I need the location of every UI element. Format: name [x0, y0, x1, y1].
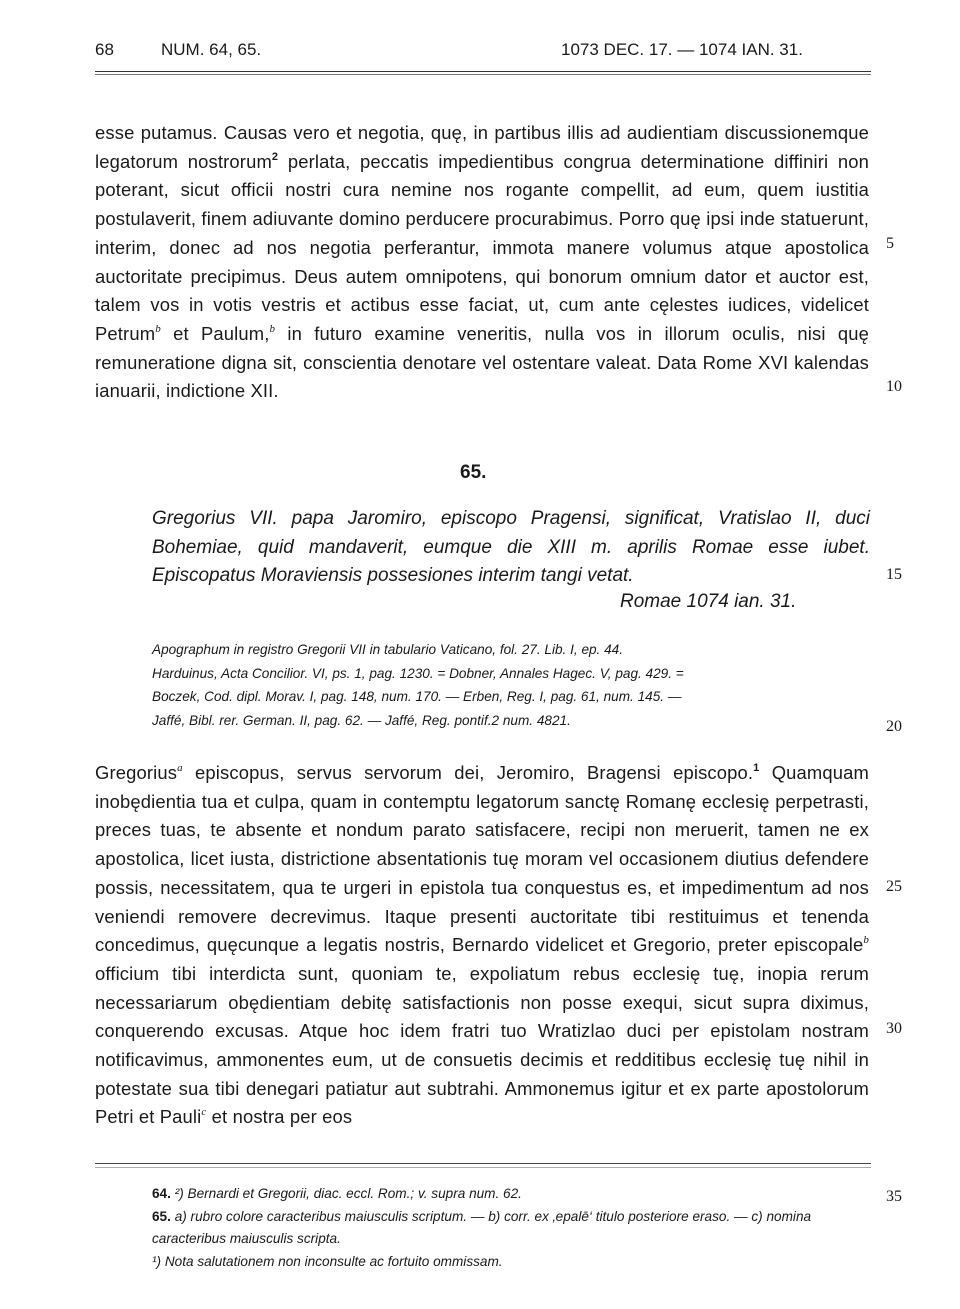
source-manuscript: Apographum in registro Gregorii VII in tabulario Vaticano, fol. 27. Lib. I, ep. 44. [152, 642, 624, 657]
text-run: Gregorius [95, 762, 178, 783]
footnote-marker: a [177, 762, 183, 774]
footnote-rule [95, 1163, 871, 1164]
note-marker: 1 [753, 762, 760, 774]
footnote-64 [152, 1183, 870, 1206]
footnote-marker: c [201, 1106, 207, 1119]
footnote-number: 65. [152, 1208, 171, 1224]
source-editions-line: Jaffé, Bibl. rer. German. II, pag. 62. — Jaffé, Reg. pontif.2 num. 4821. [152, 713, 571, 729]
line-number: 10 [886, 378, 902, 395]
text-run: Quamquam inobędientia tua et culpa, quam in contemptu legatorum sanctę Romanę ecclesię perpetrasti, preces tuas, te absente et nondum parato satisfacere, recipi non meruerit, tamen ne ex apostolica, licet iusta, districtione absentationis tuę moram vel occasionem diutius defendere possis, necessitatem, qua te urgeri in epistola tua conquestus es, et impedimentum ad nos veniendi removere decrevimus. Itaque presenti auctoritate tibi restituimus et tenenda concedimus, quęcunque a legatis nostris, Bernardo videlicet et Gregorio, preter episcopale [95, 762, 870, 956]
running-header [95, 40, 871, 66]
line-number: 15 [886, 566, 902, 583]
footnote-rule-double [95, 1167, 871, 1168]
footnote-note-1 [152, 1251, 870, 1274]
footnote-marker: b [155, 322, 161, 335]
header-date-range: 1073 DEC. 17. — 1074 IAN. 31. [561, 40, 803, 59]
footnote-text: ¹) Nota salutationem non inconsulte ac fortuito ommissam. [152, 1253, 503, 1269]
text-run: perlata, peccatis impedientibus congrua determinatione diffiniri non poterant, sicut officii nostri cura nemine nos rogante compellit, ad eum, quem iustitia postulaverit, finem adiuvante domino perducere procurabimus. Porro quę ipsi inde statuerunt, interim, donec ad nos negotia perferantur, immota manere volumus atque apostolica auctoritate precipimus. Deus autem omnipotens, qui bonorum omnium dator et auctor est, talem vos in votis vestris et actibus esse faciat, ut, cum ante cęlestes iudices, videlicet Petrum [95, 150, 869, 344]
text-run: et nostra per eos [206, 1106, 353, 1128]
source-editions-line: Boczek, Cod. dipl. Morav. I, pag. 148, num. 170. — Erben, Reg. I, pag. 61, num. 145. — [152, 689, 682, 705]
footnote-marker: b [269, 322, 276, 335]
line-number: 5 [886, 235, 894, 252]
letter-65-text [95, 759, 869, 1132]
footnote-text: ²) Bernardi et Gregorii, diac. eccl. Rom.; v. supra num. 62. [174, 1186, 522, 1201]
footnotes [152, 1183, 870, 1273]
regest-date: Romae 1074 ian. 31. [620, 591, 797, 612]
text-run: episcopus, servus servorum dei, Jeromiro, Bragensi episcopo. [182, 762, 754, 783]
footnote-text: a) rubro colore caracteribus maiusculis scriptum. — b) corr. ex ‚epalē‘ titulo posteriore eraso. — c) nomina caracteribus maiusculis scripta. [152, 1208, 812, 1246]
letter-64-ending [95, 119, 869, 406]
text-run: esse putamus. Causas vero et negotia, quę, in partibus illis ad audientiam discussionemque legatorum nostrorum [95, 122, 869, 172]
footnote-65 [152, 1206, 870, 1251]
line-number: 35 [886, 1188, 902, 1205]
document-number: 65. [460, 462, 487, 483]
line-number: 30 [886, 1020, 902, 1037]
header-rule-double [95, 74, 871, 75]
header-rule [95, 71, 871, 72]
regest-summary: Gregorius VII. papa Jaromiro, episcopo Pragensi, significat, Vratislao II, duci Bohemiae, quid mandaverit, eumque die XIII m. aprilis Romae esse iubet. Episcopatus Moraviensis possesiones interim tangi vetat. [152, 508, 870, 586]
source-editions-line: Harduinus, Acta Concilior. VI, ps. 1, pag. 1230. = Dobner, Annales Hagec. V, pag. 429. = [152, 665, 684, 681]
text-run: officium tibi interdicta sunt, quoniam te, expoliatum rebus ecclesię tuę, inopia rerum necessariarum obędientiam debitę satisfactionis non posse exequi, sicut supra diximus, conquerendo excusas. Atque hoc idem fratri tuo Wratizlao duci per epistolam nostram notificavimus, ammonentes eum, ut de consuetis decimis et redditibus ecclesię tuę nihil in potestate sua tibi denegari patiatur aut subtrahi. Ammonemus igitur et ex parte apostolorum Petri et Pauli [95, 962, 869, 1128]
text-run: et Paulum, [160, 322, 270, 344]
page-number: 68 [95, 40, 114, 59]
header-doc-numbers: NUM. 64, 65. [161, 40, 262, 59]
note-marker: 2 [271, 150, 279, 163]
line-number: 25 [886, 878, 902, 895]
line-number: 20 [886, 718, 902, 735]
text-run: in futuro examine veneritis, nulla vos in illorum oculis, nisi quę remuneratione digna sit, conscientia denotare vel ostentare valeat. Data Rome XVI kalendas ianuarii, indictione XII. [95, 322, 869, 402]
source-apparatus [152, 638, 870, 733]
footnote-number: 64. [152, 1186, 171, 1201]
footnote-marker: b [863, 934, 869, 947]
